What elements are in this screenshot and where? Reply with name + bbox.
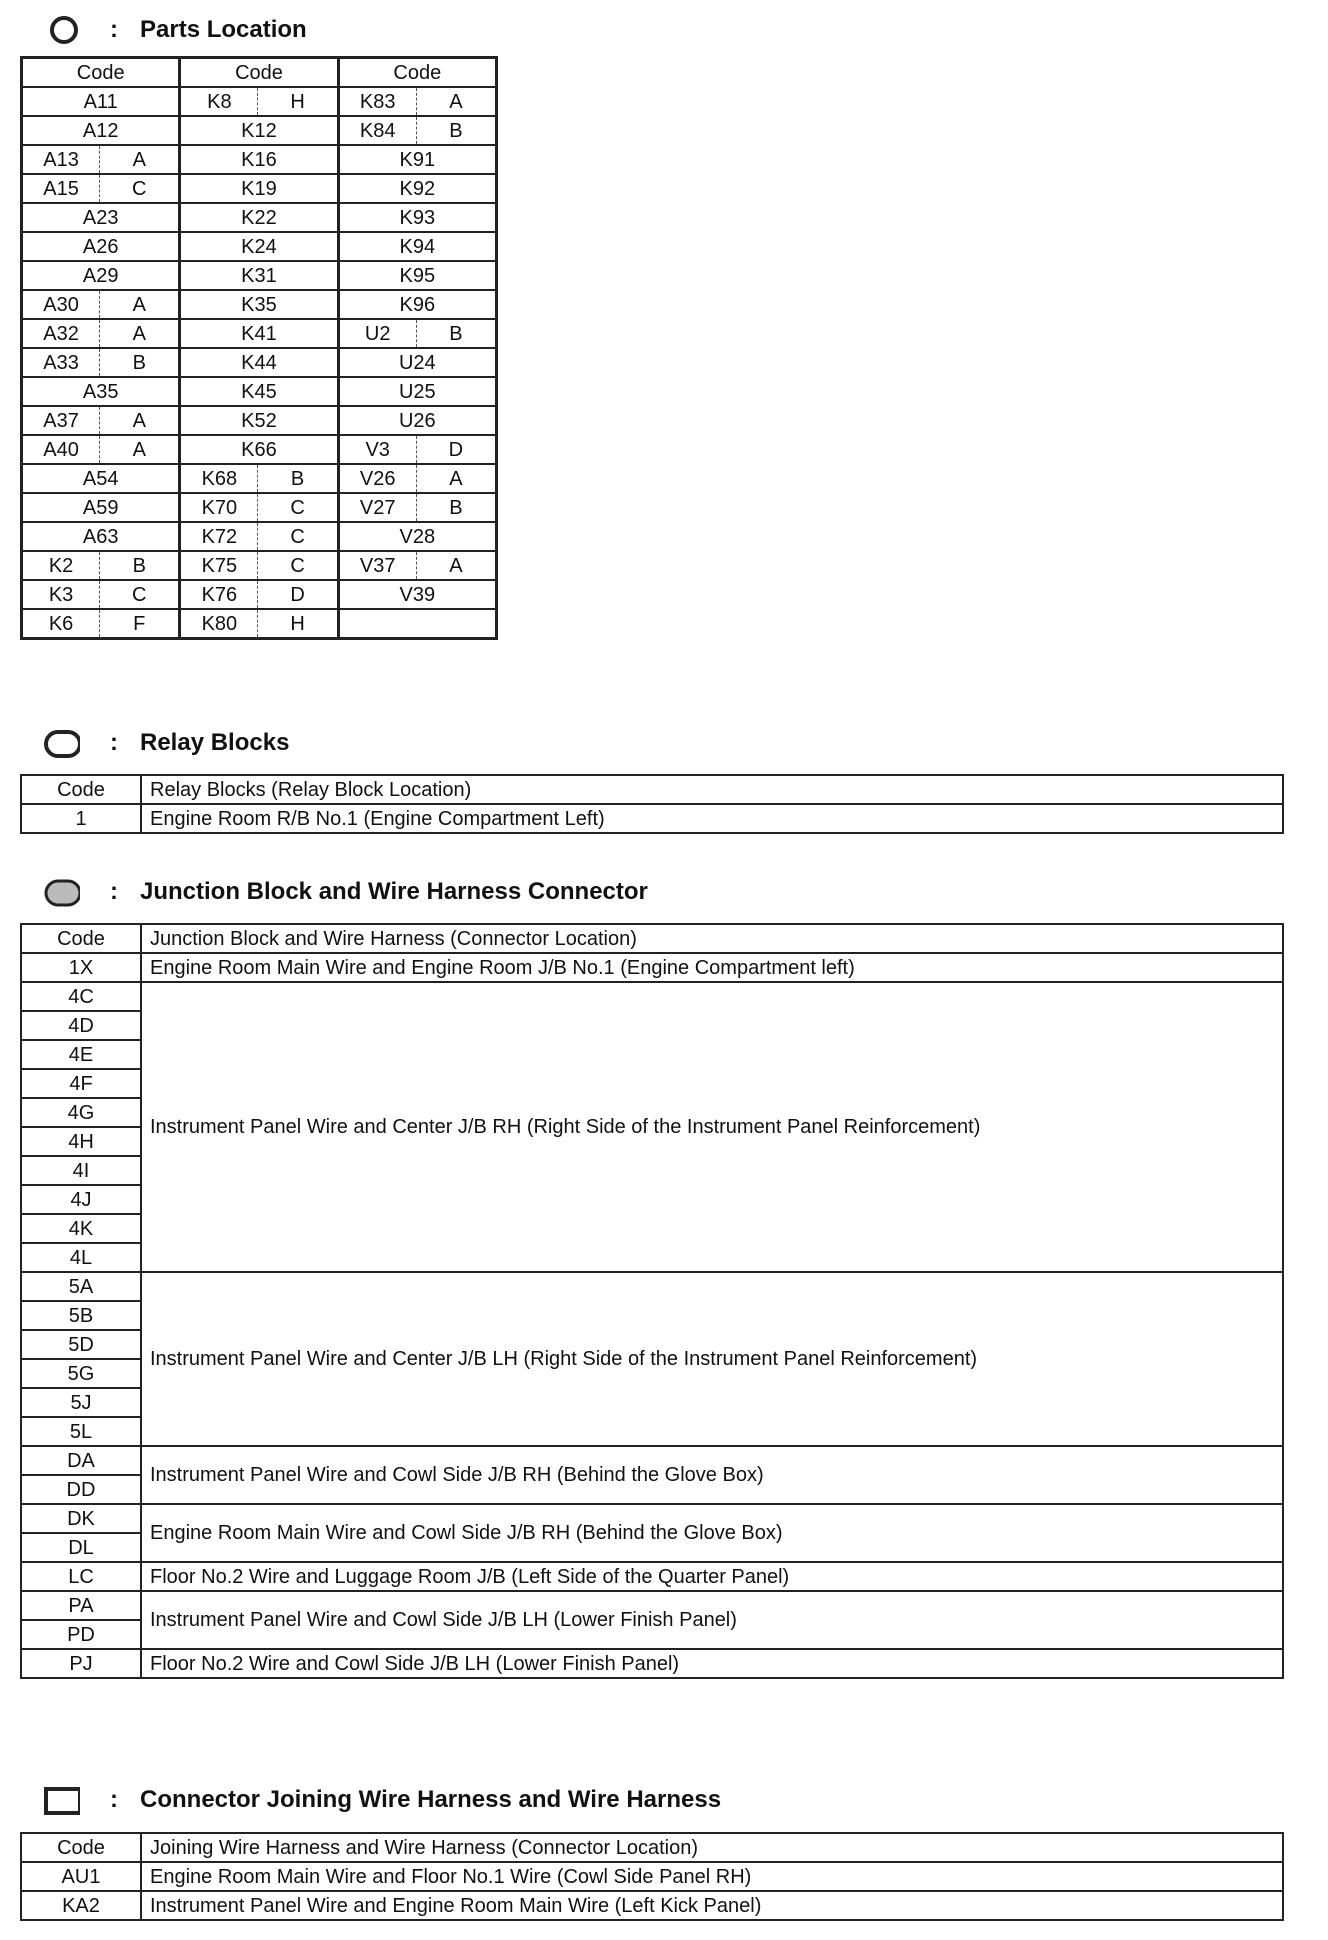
connector-code: 4K [21,1214,141,1243]
part-code: K16 [180,145,338,174]
table-row [22,145,497,174]
connector-code: PD [21,1620,141,1649]
part-code: U25 [338,377,496,406]
relay-blocks-heading [40,723,289,763]
connector-letter: C [258,551,338,580]
code-column-header: Code [21,924,141,953]
connector-code: 4L [21,1243,141,1272]
part-code: A12 [22,116,180,145]
connector-code: 1X [21,953,141,982]
part-code: A59 [22,493,180,522]
connector-letter: B [416,493,496,522]
column-header: Code [338,58,496,88]
connector-letter: B [416,319,496,348]
connector-code: DL [21,1533,141,1562]
connector-joining-title: Connector Joining Wire Harness and Wire Harness [140,1786,722,1813]
connector-letter: H [258,87,338,116]
connector-letter: H [258,609,338,639]
connector-location: Instrument Panel Wire and Center J/B RH (Right Side of the Instrument Panel Reinforcement) [141,982,1283,1272]
table-row [22,435,497,464]
connector-letter: F [100,609,180,639]
connector-code: AU1 [21,1862,141,1891]
relay-blocks-table [20,774,1284,834]
part-code: K8 [180,87,258,116]
shaded-oval-symbol-icon [40,876,80,908]
part-code: A63 [22,522,180,551]
connector-location: Floor No.2 Wire and Luggage Room J/B (Left Side of the Quarter Panel) [141,1562,1283,1591]
table-row [21,1504,1283,1533]
parts-location-colon: : [110,16,118,43]
part-code: K2 [22,551,100,580]
part-code: U2 [338,319,416,348]
part-code: K52 [180,406,338,435]
part-code: A23 [22,203,180,232]
part-code: A40 [22,435,100,464]
connector-letter: D [416,435,496,464]
table-header-row [22,58,497,88]
junction-blocks-table [20,923,1284,1679]
part-code: K12 [180,116,338,145]
part-code: U24 [338,348,496,377]
part-code: K70 [180,493,258,522]
table-row [22,551,497,580]
connector-letter: B [416,116,496,145]
table-row [21,1891,1283,1920]
part-code: A37 [22,406,100,435]
connector-code: KA2 [21,1891,141,1920]
part-code: K93 [338,203,496,232]
part-code: V39 [338,580,496,609]
part-code: K3 [22,580,100,609]
table-header-row [21,775,1283,804]
connector-letter: B [100,348,180,377]
connector-location: Instrument Panel Wire and Cowl Side J/B LH (Lower Finish Panel) [141,1591,1283,1649]
part-code: K35 [180,290,338,319]
connector-code: PA [21,1591,141,1620]
rectangle-symbol-icon [40,1784,80,1816]
part-code: A13 [22,145,100,174]
connector-code: 4C [21,982,141,1011]
part-code: A35 [22,377,180,406]
connector-letter: C [100,580,180,609]
connector-code: LC [21,1562,141,1591]
part-code: K31 [180,261,338,290]
part-code [338,609,496,639]
connector-letter: B [258,464,338,493]
table-row [21,1562,1283,1591]
part-code: K66 [180,435,338,464]
part-code: V27 [338,493,416,522]
part-code: K80 [180,609,258,639]
connector-code: 4E [21,1040,141,1069]
connector-letter: D [258,580,338,609]
column-header: Code [180,58,338,88]
part-code: A15 [22,174,100,203]
connector-letter: A [416,87,496,116]
part-code: A11 [22,87,180,116]
connector-code: 5A [21,1272,141,1301]
connector-letter: C [258,522,338,551]
table-row [22,406,497,435]
table-row [22,319,497,348]
connector-letter: A [100,406,180,435]
relay-blocks-colon: : [110,729,118,756]
part-code: A30 [22,290,100,319]
part-code: K92 [338,174,496,203]
part-code: A29 [22,261,180,290]
description-column-header: Relay Blocks (Relay Block Location) [141,775,1283,804]
relay-blocks-title: Relay Blocks [140,729,290,756]
part-code: K94 [338,232,496,261]
description-column-header: Junction Block and Wire Harness (Connector Location) [141,924,1283,953]
connector-code: 5J [21,1388,141,1417]
connector-code: DD [21,1475,141,1504]
connector-joining-colon: : [110,1786,118,1813]
connector-code: DA [21,1446,141,1475]
table-row [21,1446,1283,1475]
connector-location: Engine Room R/B No.1 (Engine Compartment Left) [141,804,1283,833]
table-row [21,1591,1283,1620]
code-column-header: Code [21,775,141,804]
table-row [22,522,497,551]
table-row [21,1272,1283,1301]
part-code: K95 [338,261,496,290]
part-code: K41 [180,319,338,348]
table-row [21,804,1283,833]
table-row [22,261,497,290]
table-row [22,174,497,203]
part-code: K22 [180,203,338,232]
connector-code: 5L [21,1417,141,1446]
table-header-row [21,1833,1283,1862]
code-column-header: Code [21,1833,141,1862]
part-code: K45 [180,377,338,406]
connector-code: 4D [21,1011,141,1040]
connector-code: 5D [21,1330,141,1359]
table-row [22,377,497,406]
connector-location: Instrument Panel Wire and Cowl Side J/B RH (Behind the Glove Box) [141,1446,1283,1504]
connector-letter: A [100,290,180,319]
part-code: K19 [180,174,338,203]
connector-code: 1 [21,804,141,833]
table-row [21,1649,1283,1678]
connector-letter: C [258,493,338,522]
connector-joining-heading [40,1780,721,1820]
part-code: K72 [180,522,258,551]
table-header-row [21,924,1283,953]
circle-symbol-icon [40,14,80,46]
part-code: K83 [338,87,416,116]
part-code: K91 [338,145,496,174]
connector-letter: C [100,174,180,203]
connector-location: Engine Room Main Wire and Cowl Side J/B RH (Behind the Glove Box) [141,1504,1283,1562]
parts-location-heading [40,10,307,50]
part-code: U26 [338,406,496,435]
connector-location: Engine Room Main Wire and Engine Room J/B No.1 (Engine Compartment left) [141,953,1283,982]
connector-letter: A [100,319,180,348]
part-code: K6 [22,609,100,639]
part-code: V37 [338,551,416,580]
junction-blocks-title: Junction Block and Wire Harness Connector [140,878,648,905]
part-code: A33 [22,348,100,377]
parts-location-table [20,56,498,640]
connector-code: 4H [21,1127,141,1156]
part-code: K76 [180,580,258,609]
part-code: A26 [22,232,180,261]
connector-code: 5G [21,1359,141,1388]
table-row [22,609,497,639]
part-code: A54 [22,464,180,493]
part-code: V3 [338,435,416,464]
part-code: A32 [22,319,100,348]
connector-letter: A [100,145,180,174]
part-code: K44 [180,348,338,377]
table-row [22,348,497,377]
junction-blocks-heading [40,872,648,912]
part-code: V26 [338,464,416,493]
part-code: K84 [338,116,416,145]
connector-code: 5B [21,1301,141,1330]
connector-location: Instrument Panel Wire and Center J/B LH (Right Side of the Instrument Panel Reinforcement) [141,1272,1283,1446]
table-row [22,87,497,116]
table-row [22,203,497,232]
table-row [22,464,497,493]
junction-blocks-colon: : [110,878,118,905]
description-column-header: Joining Wire Harness and Wire Harness (Connector Location) [141,1833,1283,1862]
connector-letter: B [100,551,180,580]
part-code: K68 [180,464,258,493]
part-code: V28 [338,522,496,551]
part-code: K75 [180,551,258,580]
connector-code: DK [21,1504,141,1533]
connector-letter: A [100,435,180,464]
connector-letter: A [416,551,496,580]
connector-code: 4I [21,1156,141,1185]
connector-location: Engine Room Main Wire and Floor No.1 Wire (Cowl Side Panel RH) [141,1862,1283,1891]
connector-code: 4J [21,1185,141,1214]
connector-location: Floor No.2 Wire and Cowl Side J/B LH (Lower Finish Panel) [141,1649,1283,1678]
part-code: K96 [338,290,496,319]
table-row [22,290,497,319]
connector-code: 4F [21,1069,141,1098]
parts-location-title: Parts Location [140,16,307,43]
connector-code: PJ [21,1649,141,1678]
connector-location: Instrument Panel Wire and Engine Room Main Wire (Left Kick Panel) [141,1891,1283,1920]
part-code: K24 [180,232,338,261]
connector-joining-table [20,1832,1284,1921]
table-row [22,116,497,145]
table-row [21,982,1283,1011]
table-row [22,493,497,522]
table-row [22,580,497,609]
table-row [21,1862,1283,1891]
connector-code: 4G [21,1098,141,1127]
table-row [22,232,497,261]
table-row [21,953,1283,982]
oval-symbol-icon [40,727,80,759]
connector-letter: A [416,464,496,493]
column-header: Code [22,58,180,88]
